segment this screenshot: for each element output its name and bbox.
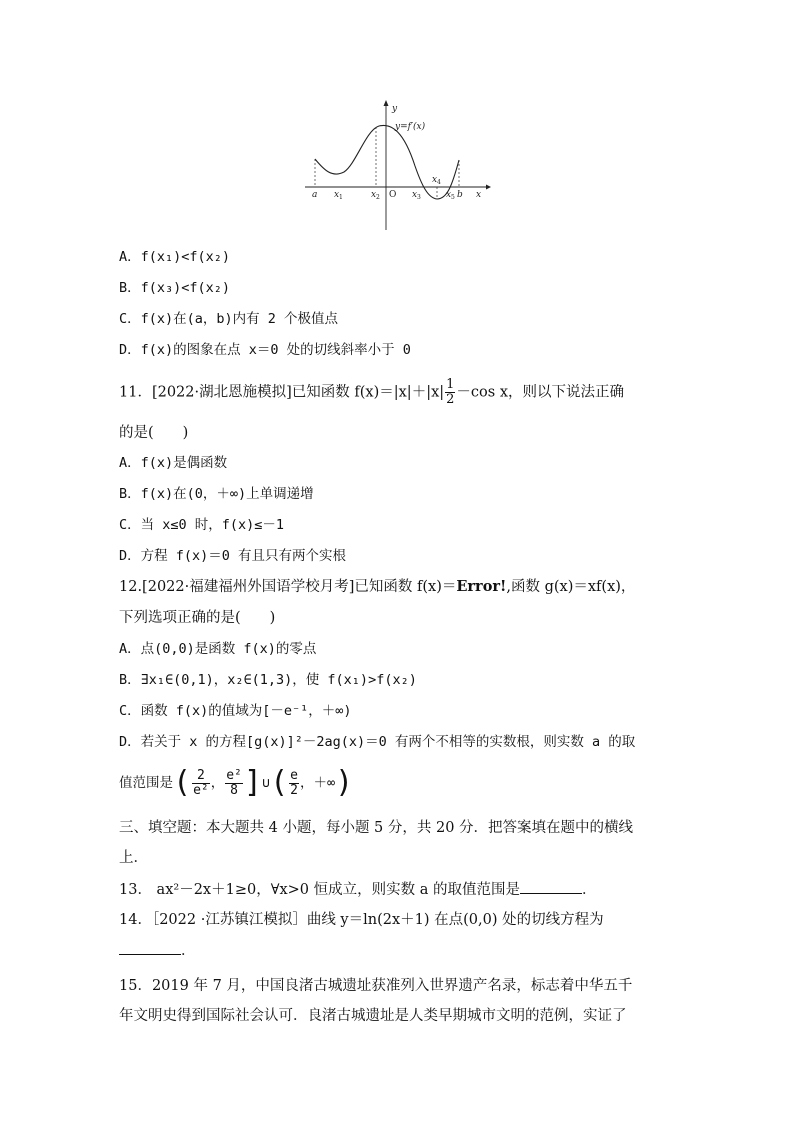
label-x5-sub: 5 bbox=[451, 194, 455, 201]
y-axis-arrow bbox=[384, 100, 389, 106]
label-x4-sub: 4 bbox=[437, 179, 441, 186]
q10-option-b: B．f(x₃)<f(x₂) bbox=[119, 280, 231, 296]
q12-frac3-num: e bbox=[290, 767, 298, 783]
q12-frac1-den: e² bbox=[193, 782, 209, 798]
q12-option-d-line2: 值范围是( $\frac{2}{\text{e²}}$ ， $\frac{\text{e²}}{8}$ ]∪( $\frac{e}{2}$ ，＋∞) bbox=[119, 765, 354, 800]
q12-frac3-den: 2 bbox=[290, 782, 298, 798]
q12-stem-b: ,函数 g(x)＝xf(x)， bbox=[506, 579, 636, 595]
label-a: a bbox=[312, 190, 318, 200]
q12-stem-a: 12.[2022·福建福州外国语学校月考]已知函数 f(x)＝ bbox=[119, 579, 457, 595]
q13-line bbox=[119, 879, 596, 900]
q11-option-a: A．f(x)是偶函数 bbox=[119, 455, 228, 471]
q12-frac2-den: 8 bbox=[230, 782, 238, 798]
section3-heading-line2: 上． bbox=[119, 850, 148, 866]
label-x2-sub: 2 bbox=[376, 194, 380, 201]
label-x4: x bbox=[432, 175, 438, 185]
label-x2: x bbox=[371, 190, 377, 200]
q15-line1: 15．2019 年 7 月，中国良渚古城遗址获准列入世界遗产名录，标志着中华五千 bbox=[119, 978, 633, 994]
label-x3-sub: 3 bbox=[417, 194, 421, 201]
q14-line1: 14．［2022 ·江苏镇江模拟］曲线 y＝ln(2x＋1) 在点(0,0) 处的切线方程为 bbox=[119, 912, 604, 928]
q11-stem-line1 bbox=[119, 378, 624, 407]
q14-end: ． bbox=[181, 943, 196, 959]
q12-union: ∪ bbox=[261, 775, 271, 791]
x-axis-arrow bbox=[486, 185, 491, 190]
q12-frac1-num: 2 bbox=[192, 769, 210, 784]
section3-heading-line1: 三、填空题：本大题共 4 小题，每小题 5 分，共 20 分．把答案填在题中的横线 bbox=[119, 820, 634, 836]
derivative-curve bbox=[315, 125, 459, 199]
label-x1-sub: 1 bbox=[339, 194, 343, 201]
q14-answer-blank bbox=[119, 940, 181, 955]
q12-comma-1: ， bbox=[210, 775, 225, 791]
q13-text: 13． ax²－2x＋1≥0，∀x>0 恒成立，则实数 a 的取值范围是 bbox=[119, 882, 520, 898]
curve-label: y=f′(x) bbox=[395, 122, 426, 132]
q11-option-b: B．f(x)在(0，＋∞)上单调递增 bbox=[119, 486, 314, 502]
q12-frac-1 bbox=[192, 769, 210, 798]
q11-option-c: C．当 x≤0 时，f(x)≤－1 bbox=[119, 517, 285, 533]
q12-option-b: B．∃x₁∈(0,1)，x₂∈(1,3)，使 f(x₁)>f(x₂) bbox=[119, 672, 417, 688]
origin-label: O bbox=[389, 190, 397, 200]
q15-line2: 年文明史得到国际社会认可．良渚古城遗址是人类早期城市文明的范例，实证了 bbox=[119, 1008, 627, 1024]
q12-stem-line1 bbox=[119, 577, 635, 597]
q11-stem-b: －cos x，则以下说法正确 bbox=[456, 384, 624, 401]
label-b: b bbox=[457, 190, 463, 200]
q12-d-suffix: ，＋∞ bbox=[299, 775, 336, 791]
q14-line2 bbox=[119, 940, 196, 961]
q10-option-d: D．f(x)的图象在点 x＝0 处的切线斜率小于 0 bbox=[119, 342, 411, 358]
y-label: y bbox=[392, 104, 398, 114]
q12-error-text: Error! bbox=[456, 578, 507, 595]
q10-option-a: A．f(x₁)<f(x₂) bbox=[119, 249, 231, 265]
q10-option-c: C．f(x)在(a，b)内有 2 个极值点 bbox=[119, 311, 339, 327]
label-x1: x bbox=[334, 190, 340, 200]
label-x3: x bbox=[412, 190, 418, 200]
q13-answer-blank bbox=[520, 879, 582, 894]
q13-end: ． bbox=[581, 882, 597, 898]
q11-frac-num: 1 bbox=[446, 377, 455, 392]
x-label: x bbox=[476, 190, 482, 200]
q11-stem-line2: 的是( ) bbox=[119, 425, 189, 441]
q12-option-d-line1: D．若关于 x 的方程[g(x)]²－2ag(x)＝0 有两个不相等的实数根，则实数 a 的取 bbox=[119, 734, 636, 750]
q11-stem-a: 11．[2022·湖北恩施模拟]已知函数 f(x)＝|x|＋|x| bbox=[119, 384, 445, 401]
q11-fraction bbox=[445, 378, 455, 407]
q12-d-prefix: 值范围是 bbox=[119, 775, 173, 791]
q12-frac2-num: e² bbox=[226, 767, 242, 783]
derivative-graph bbox=[300, 98, 500, 233]
q11-frac-den: 2 bbox=[446, 392, 455, 407]
q12-option-c: C．函数 f(x)的值域为[－e⁻¹，＋∞) bbox=[119, 703, 352, 719]
q12-option-a: A．点(0,0)是函数 f(x)的零点 bbox=[119, 641, 317, 657]
q12-stem-line2: 下列选项正确的是( ) bbox=[119, 610, 276, 626]
q12-frac-3 bbox=[289, 769, 299, 798]
q12-frac-2 bbox=[225, 769, 243, 798]
q11-option-d: D．方程 f(x)＝0 有且只有两个实根 bbox=[119, 548, 347, 564]
label-x5: x bbox=[446, 190, 452, 200]
